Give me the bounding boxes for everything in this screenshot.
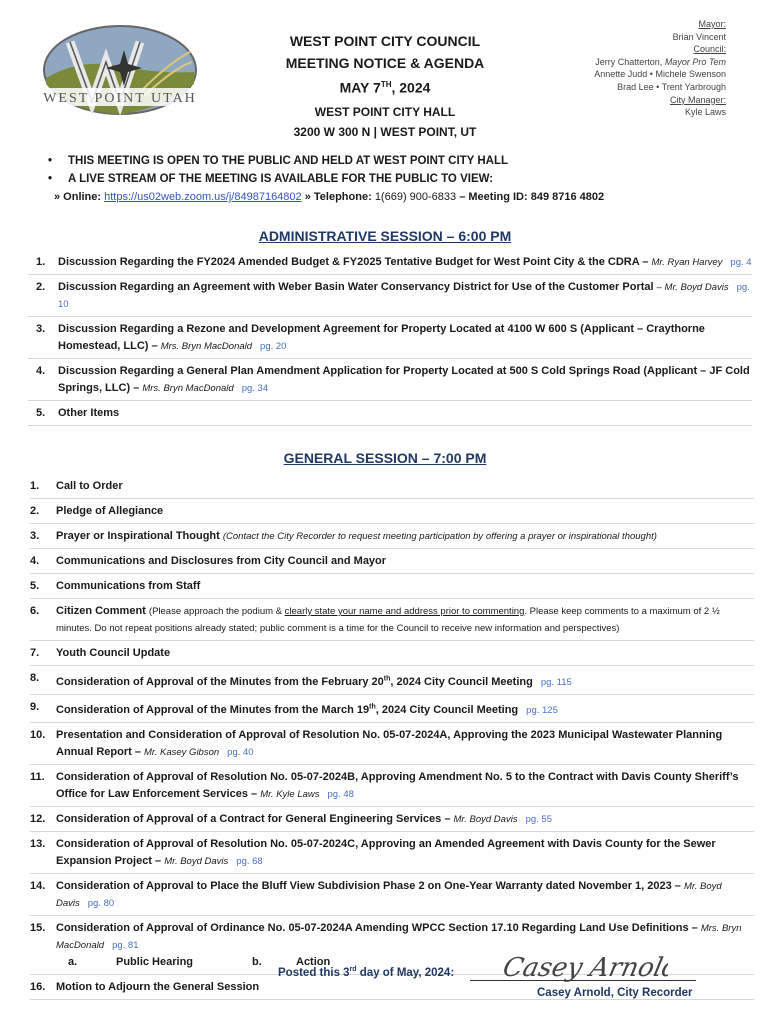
item-title: Discussion Regarding the FY2024 Amended Budget & FY2025 Tentative Budget for West Point City & the CDRA – [58, 256, 649, 268]
item-number: 5. [36, 407, 46, 419]
item-number: 9. [30, 700, 40, 713]
item-title: Presentation and Consideration of Approval of Resolution No. 05-07-2024A, Approving the 2023 Municipal Wastewater Planning Annual Report – [56, 729, 723, 759]
item-presenter: Mr. Boyd Davis [453, 814, 518, 826]
notice-bullet: • A LIVE STREAM OF THE MEETING IS AVAILABLE FOR THE PUBLIC TO VIEW: [48, 173, 494, 185]
mayor-label: Mayor: [698, 19, 726, 29]
item-number: 15. [30, 922, 46, 935]
item-number: 5. [30, 580, 40, 592]
general-session-title: GENERAL SESSION – 7:00 PM [283, 450, 487, 466]
item-number: 1. [30, 480, 40, 492]
item-title: Communications from Staff [56, 580, 201, 592]
agenda-item [30, 474, 754, 499]
item-presenter: Mrs. Bryn MacDonald [142, 383, 234, 394]
ordinal-suffix: th [383, 675, 391, 682]
meeting-title-block [255, 30, 515, 142]
admin-session-title: ADMINISTRATIVE SESSION – 6:00 PM [258, 228, 512, 244]
item-title [56, 704, 518, 716]
mayor-name: Brian Vincent [672, 31, 726, 42]
item-title: Motion to Adjourn the General Session [56, 981, 260, 994]
sub-item: Action [296, 956, 331, 969]
agenda-item [30, 874, 754, 916]
zoom-link[interactable]: https://us02web.zoom.us/j/84987164802 [104, 191, 302, 203]
agenda-item [30, 666, 754, 695]
item-title: Youth Council Update [56, 647, 171, 659]
admin-agenda-list [28, 250, 752, 426]
item-presenter: Mr. Boyd Davis [56, 881, 722, 910]
item-title-part: , 2024 City Council Meeting [390, 675, 533, 688]
item-number: 3. [36, 323, 46, 335]
item-number: 11. [30, 771, 45, 784]
item-presenter: Mr. Ryan Harvey [651, 257, 723, 268]
city-logo [40, 22, 200, 127]
item-title: Discussion Regarding a General Plan Amendment Application for Property Located at 500 S Cold Springs Road (Applicant – JF Cold Springs, LLC) – [58, 365, 750, 394]
item-title: Other Items [58, 407, 120, 419]
page-reference[interactable]: pg. 40 [227, 747, 254, 759]
item-presenter: Mr. Kasey Gibson [144, 747, 220, 759]
council-member-line: Jerry Chatterton, Mayor Pro Tem [595, 56, 726, 67]
item-note: (Contact the City Recorder to request meeting participation by offering a prayer or inspirational thought) [222, 531, 657, 542]
item-title: Consideration of Approval of a Contract for General Engineering Services – [56, 813, 451, 826]
item-number: 4. [30, 555, 40, 567]
agenda-item [30, 807, 754, 832]
item-title: Discussion Regarding an Agreement with Weber Basin Water Conservancy District for Use of the Customer Portal [58, 281, 654, 293]
signer-name: Casey Arnold, City Recorder [537, 987, 693, 999]
item-title: Citizen Comment [56, 605, 146, 617]
item-number: 16. [30, 981, 46, 994]
page-reference[interactable]: pg. 48 [327, 789, 354, 801]
item-number: 3. [30, 530, 40, 542]
general-agenda-list [30, 474, 754, 1000]
item-title: Consideration of Approval of Resolution No. 05-07-2024C, Approving an Amended Agreement with Davis County for the Sewer Expansion Project – [56, 838, 716, 868]
posted-date: Posted this 3rd day of May, 2024: [278, 966, 455, 979]
meeting-date: MAY 7TH, 2024 [339, 79, 431, 96]
page-reference[interactable]: pg. 80 [87, 898, 115, 910]
item-number: 12. [30, 813, 46, 826]
page-reference[interactable]: pg. 125 [526, 705, 558, 717]
council-member-line: Annette Judd • Michele Swenson [594, 69, 726, 80]
agenda-item [30, 599, 754, 641]
notice-title: MEETING NOTICE & AGENDA [285, 55, 485, 71]
item-title-part: Consideration of Approval of the Minutes from the March 19 [56, 704, 370, 717]
notice-bullet: • THIS MEETING IS OPEN TO THE PUBLIC AND HELD AT WEST POINT CITY HALL [48, 155, 508, 167]
agenda-item [28, 250, 752, 275]
item-number: 4. [36, 365, 46, 377]
item-title-part: Consideration of Approval of the Minutes from the February 20 [56, 675, 384, 688]
item-title: Discussion Regarding a Rezone and Development Agreement for Property Located at 4100 W 600 S (Applicant – Craythorne Homestead, LLC) – [58, 323, 705, 352]
item-title: Prayer or Inspirational Thought [56, 530, 220, 542]
item-number: 1. [36, 256, 46, 268]
item-presenter: Mrs. Bryn MacDonald [160, 341, 253, 352]
item-title: Communications and Disclosures from City Council and Mayor [56, 555, 387, 567]
page-reference[interactable]: pg. 81 [112, 940, 139, 952]
council-member-line: Brad Lee • Trent Yarbrough [617, 81, 726, 92]
item-presenter: Mrs. Bryn MacDonald [56, 923, 742, 952]
manager-name: Kyle Laws [684, 107, 726, 118]
item-number: 2. [36, 281, 46, 293]
agenda-item [30, 549, 754, 574]
logo-text: WEST POINT UTAH [43, 91, 197, 106]
item-number: 2. [30, 505, 40, 517]
item-title: Pledge of Allegiance [56, 505, 164, 517]
agenda-item [28, 275, 752, 317]
item-number: 14. [30, 880, 46, 893]
stream-info: » Online: https://us02web.zoom.us/j/84987164802 » Telephone: 1(669) 900-6833 – Meeting ID: 849 8716 4802 [54, 191, 605, 203]
signature-line [470, 980, 696, 981]
council-label: Council: [693, 44, 726, 55]
manager-label: City Manager: [669, 94, 726, 105]
sub-item-label: b. [252, 956, 262, 969]
agenda-item [30, 723, 754, 765]
item-title: Consideration of Approval of Resolution No. 05-07-2024B, Approving Amendment No. 5 to the Contract with Davis County Sheriff’s Office for Law Enforcement Services – [56, 771, 739, 801]
item-title-part: , 2024 City Council Meeting [375, 704, 519, 717]
sub-item-label: a. [68, 956, 78, 969]
agenda-item [30, 524, 754, 549]
item-number: 6. [30, 605, 40, 617]
page-reference[interactable]: pg. 115 [540, 676, 572, 688]
item-number: 8. [30, 672, 40, 684]
item-title [56, 676, 533, 688]
agenda-item [30, 574, 754, 599]
page-reference[interactable]: pg. 10 [58, 282, 750, 310]
public-notice [48, 152, 738, 206]
location-name: WEST POINT CITY HALL [314, 104, 456, 119]
note-part: . Please keep comments to a maximum of 2 ½ minutes. Do not repeat positions already stated; public comment is a time for the Council to receive new information and perspectives) [56, 606, 720, 634]
page-reference[interactable]: pg. 20 [260, 341, 287, 352]
item-number: 10. [30, 729, 46, 742]
note-emphasis: clearly state your name and address prior to commenting [284, 606, 525, 617]
item-number: 7. [30, 647, 40, 659]
officials-list [486, 18, 726, 119]
item-presenter: – Mr. Boyd Davis [656, 282, 729, 293]
note-part: (Please approach the podium & [148, 606, 285, 617]
item-presenter: Mr. Kyle Laws [260, 789, 320, 801]
ordinal-suffix: th [369, 703, 376, 711]
agenda-item [28, 401, 752, 426]
item-note [56, 606, 720, 634]
sub-item: Public Hearing [116, 956, 194, 969]
agenda-item [30, 641, 754, 666]
agenda-item [30, 832, 754, 874]
page-reference[interactable]: pg. 55 [525, 814, 552, 826]
item-title: Consideration of Approval to Place the Bluff View Subdivision Phase 2 on One-Year Warranty dated November 1, 2023 – [56, 880, 681, 893]
agenda-item [28, 359, 752, 401]
location-address: 3200 W 300 N | WEST POINT, UT [293, 124, 477, 139]
agenda-item [30, 695, 754, 724]
agenda-item [30, 499, 754, 524]
item-title: Consideration of Approval of Ordinance No. 05-07-2024A Amending WPCC Section 17.10 Regarding Land Use Definitions – [56, 922, 698, 935]
item-number: 13. [30, 838, 46, 851]
agenda-item [30, 765, 754, 807]
svg-text:Casey Arnold: Casey Arnold [500, 953, 668, 983]
council-title: WEST POINT CITY COUNCIL [289, 33, 481, 49]
page-reference[interactable]: pg. 68 [236, 856, 263, 868]
page-reference[interactable]: pg. 4 [730, 257, 752, 268]
item-title: Call to Order [56, 480, 123, 492]
item-presenter: Mr. Boyd Davis [164, 856, 229, 868]
page-reference[interactable]: pg. 34 [241, 383, 269, 394]
agenda-item [28, 317, 752, 359]
